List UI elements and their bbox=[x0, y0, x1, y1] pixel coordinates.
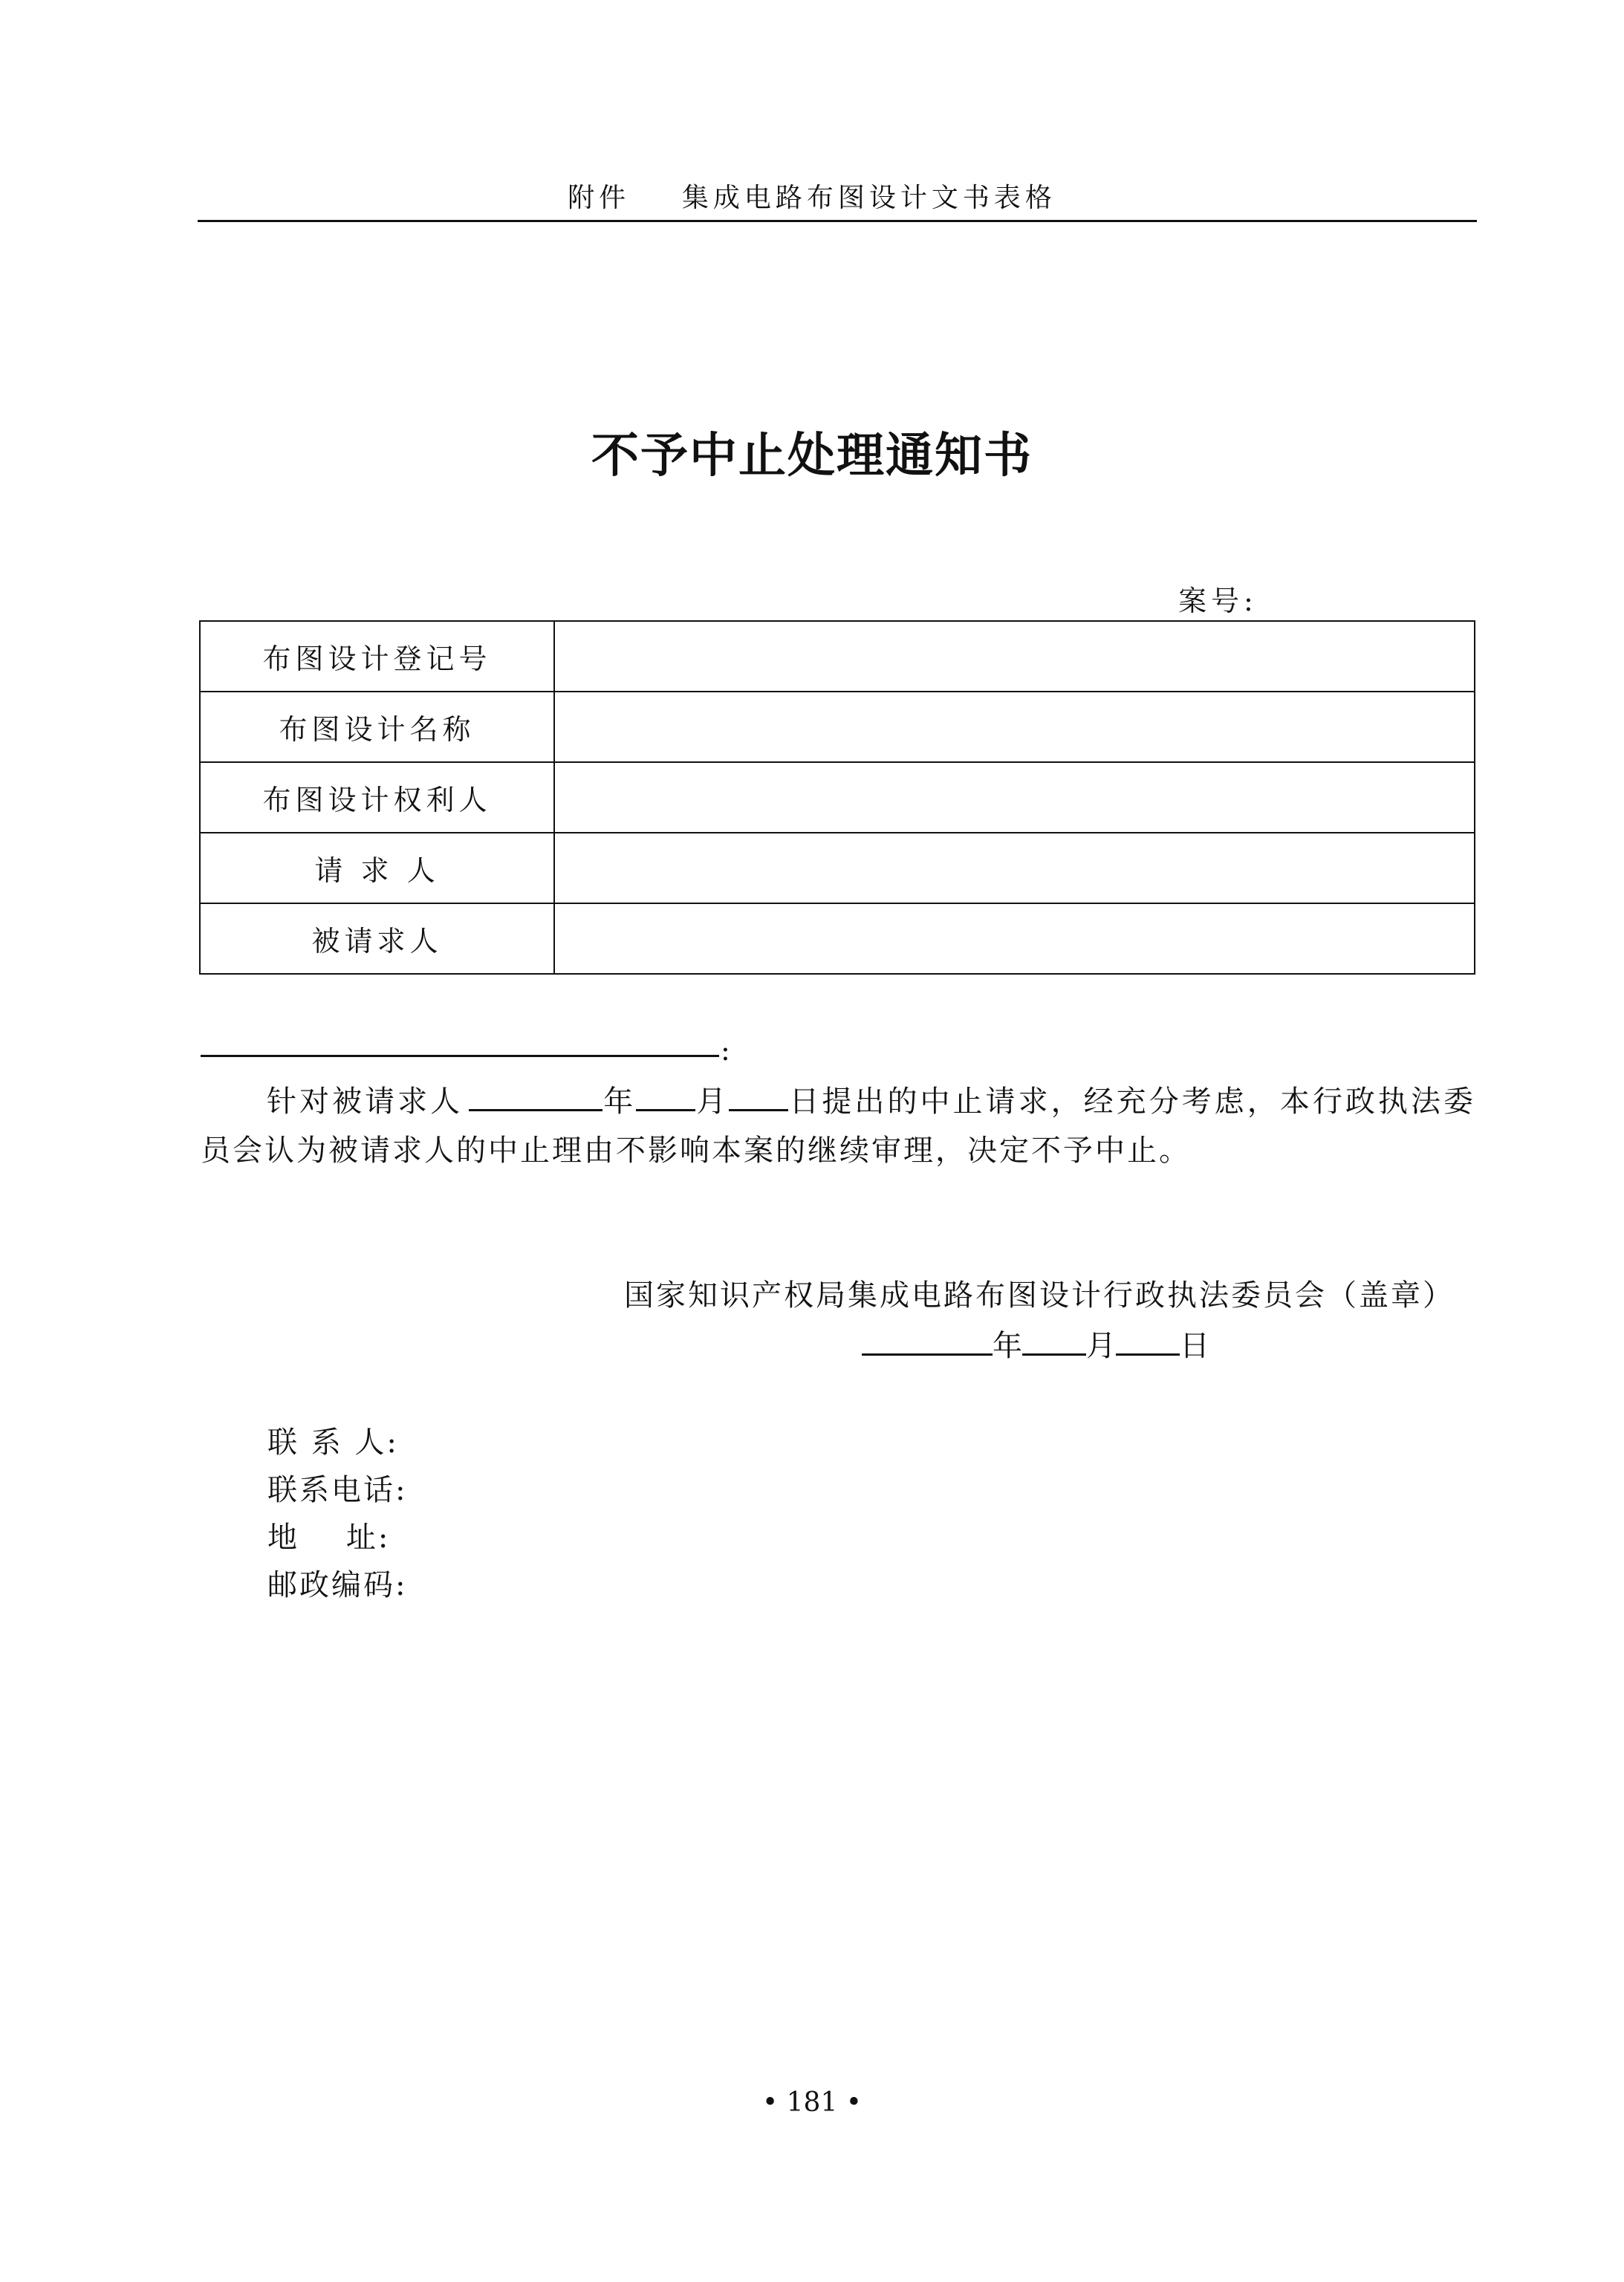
table-row bbox=[200, 692, 1475, 762]
issue-month-label: 月 bbox=[1086, 1329, 1116, 1363]
contact-phone-label: 联系电话: bbox=[267, 1473, 408, 1507]
running-header: 附件 集成电路布图设计文书表格 bbox=[568, 183, 1056, 213]
row-label-design-name: 布图设计名称 bbox=[200, 692, 554, 762]
row-label-respondent: 被请求人 bbox=[200, 903, 554, 974]
page-number: • 181 • bbox=[761, 2087, 863, 2118]
header-rule bbox=[198, 220, 1477, 222]
row-value-requester[interactable] bbox=[554, 833, 1475, 903]
issue-date bbox=[862, 1322, 1209, 1365]
body-part-1: 针对被请求人 bbox=[266, 1085, 464, 1119]
body-month-label: 月 bbox=[695, 1085, 730, 1119]
issue-day-blank[interactable] bbox=[1116, 1327, 1180, 1356]
row-value-registration-number[interactable] bbox=[554, 621, 1475, 692]
row-value-respondent[interactable] bbox=[554, 903, 1475, 974]
issue-year-blank[interactable] bbox=[862, 1327, 993, 1356]
salutation-blank[interactable] bbox=[201, 1055, 719, 1057]
salutation-colon: : bbox=[721, 1034, 730, 1067]
issue-month-blank[interactable] bbox=[1022, 1327, 1086, 1356]
row-label-registration-number: 布图设计登记号 bbox=[200, 621, 554, 692]
document-title: 不予中止处理通知书 bbox=[591, 428, 1033, 484]
request-day-blank[interactable] bbox=[729, 1082, 788, 1111]
request-year-blank[interactable] bbox=[469, 1082, 602, 1111]
table-row bbox=[200, 621, 1475, 692]
table-row bbox=[200, 833, 1475, 903]
row-value-rights-holder[interactable] bbox=[554, 762, 1475, 833]
table-row bbox=[200, 903, 1475, 974]
contact-postcode-label: 邮政编码: bbox=[267, 1568, 408, 1602]
case-number-label: 案号: bbox=[1178, 585, 1258, 617]
contact-person-label: 联 系 人: bbox=[267, 1426, 399, 1460]
contact-address-label: 地 址: bbox=[267, 1521, 391, 1555]
notice-body bbox=[201, 1077, 1475, 1175]
body-year-label: 年 bbox=[602, 1085, 637, 1119]
issuer-name: 国家知识产权局集成电路布图设计行政执法委员会（盖章） bbox=[624, 1278, 1455, 1313]
row-label-rights-holder: 布图设计权利人 bbox=[200, 762, 554, 833]
issue-year-label: 年 bbox=[993, 1329, 1022, 1363]
request-month-blank[interactable] bbox=[636, 1082, 695, 1111]
row-label-requester: 请 求 人 bbox=[200, 833, 554, 903]
issue-day-label: 日 bbox=[1180, 1329, 1209, 1363]
info-table bbox=[199, 620, 1475, 975]
table-row bbox=[200, 762, 1475, 833]
body-part-2: 日提出的中止请求，经充分考虑，本行政执法委员会认为被请求人的中止理由不影响本案的继续审理，决定不予中止。 bbox=[201, 1085, 1475, 1168]
row-value-design-name[interactable] bbox=[554, 692, 1475, 762]
